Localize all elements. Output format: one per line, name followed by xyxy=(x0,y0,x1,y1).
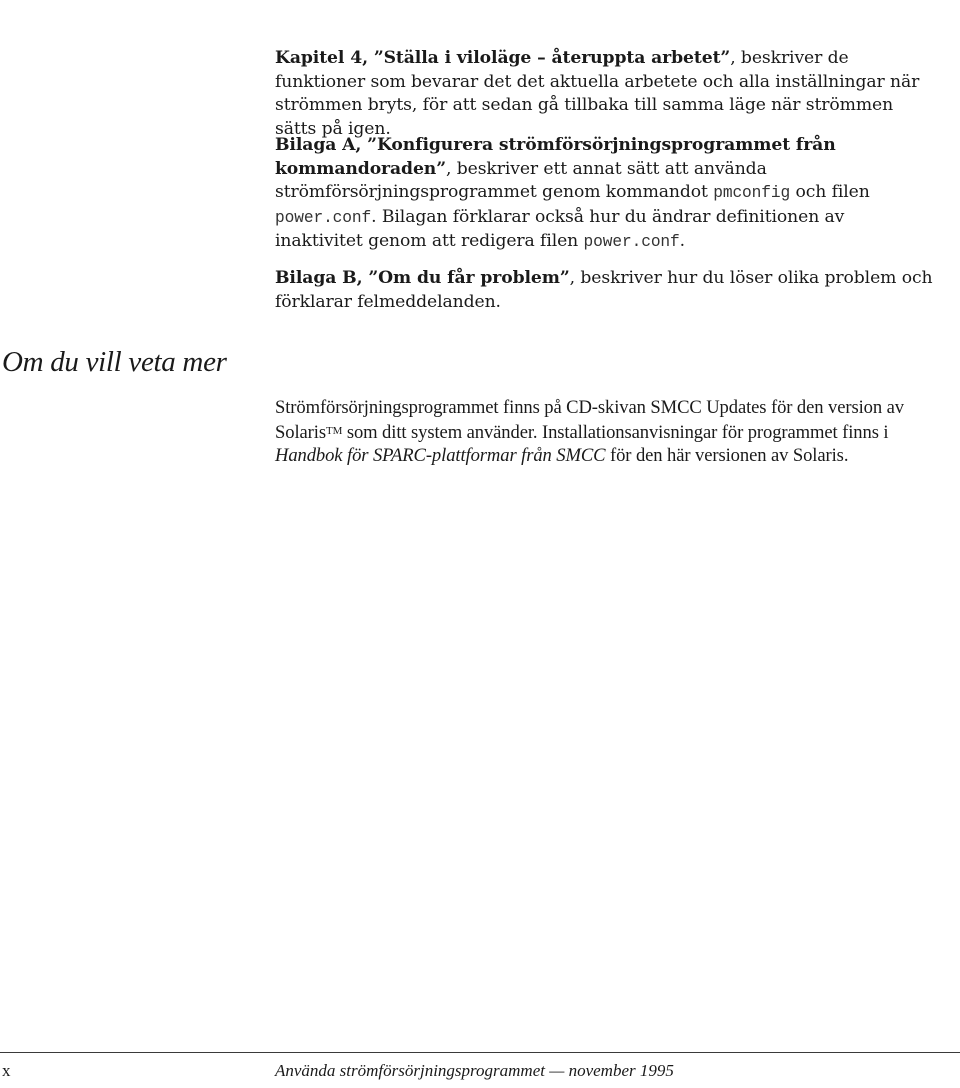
power-conf-file-2: power.conf xyxy=(583,233,680,251)
power-conf-file: power.conf xyxy=(275,208,372,227)
more-info-paragraph xyxy=(275,396,935,468)
page-number: x xyxy=(2,1061,11,1080)
appendix-b-description xyxy=(275,267,935,314)
section-heading-more-info: Om du vill veta mer xyxy=(2,346,227,378)
footer-title: Använda strömförsörjningsprogrammet — november 1995 xyxy=(275,1061,674,1080)
chapter-4-description xyxy=(275,47,935,141)
more-info-text-2: som ditt system använder. Installationsanvisningar för programmet finns i xyxy=(342,421,889,443)
footer-divider xyxy=(0,1052,960,1053)
book-title: Handbok för SPARC-plattformar från SMCC xyxy=(275,445,606,466)
appendix-a-text-1: , beskriver ett annat sätt att använda strömförsörjningsprogrammet genom kommandot xyxy=(275,158,767,202)
more-info-text-3: för den här versionen av Solaris. xyxy=(605,445,849,466)
pmconfig-command: pmconfig xyxy=(713,184,791,202)
appendix-b-text: , beskriver hur du löser olika problem och förklarar felmeddelanden. xyxy=(275,268,933,312)
appendix-b-title: Bilaga B, ”Om du får problem” xyxy=(275,268,570,288)
chapter-4-title: Kapitel 4, ”Ställa i viloläge – återuppta arbetet” xyxy=(275,48,731,68)
appendix-a-text-4: . xyxy=(679,231,686,251)
chapter-4-text: , beskriver de funktioner som bevarar det det aktuella arbetete och alla inställningar när strömmen bryts, för att sedan gå tillbaka till samma läge när strömmen sätts på igen. xyxy=(275,48,920,139)
appendix-a-description xyxy=(275,134,935,255)
appendix-a-text-3: . Bilagan förklarar också hur du ändrar definitionen av inaktivitet genom att redigera filen xyxy=(275,206,845,251)
appendix-a-text-2: och filen xyxy=(790,182,870,202)
trademark-symbol: TM xyxy=(325,424,343,437)
more-info-text-1: Strömförsörjningsprogrammet finns på CD-skivan SMCC Updates för den version av Solaris xyxy=(275,397,904,443)
appendix-a-title: Bilaga A, ”Konfigurera strömförsörjningsprogrammet från kommandoraden” xyxy=(275,135,836,179)
